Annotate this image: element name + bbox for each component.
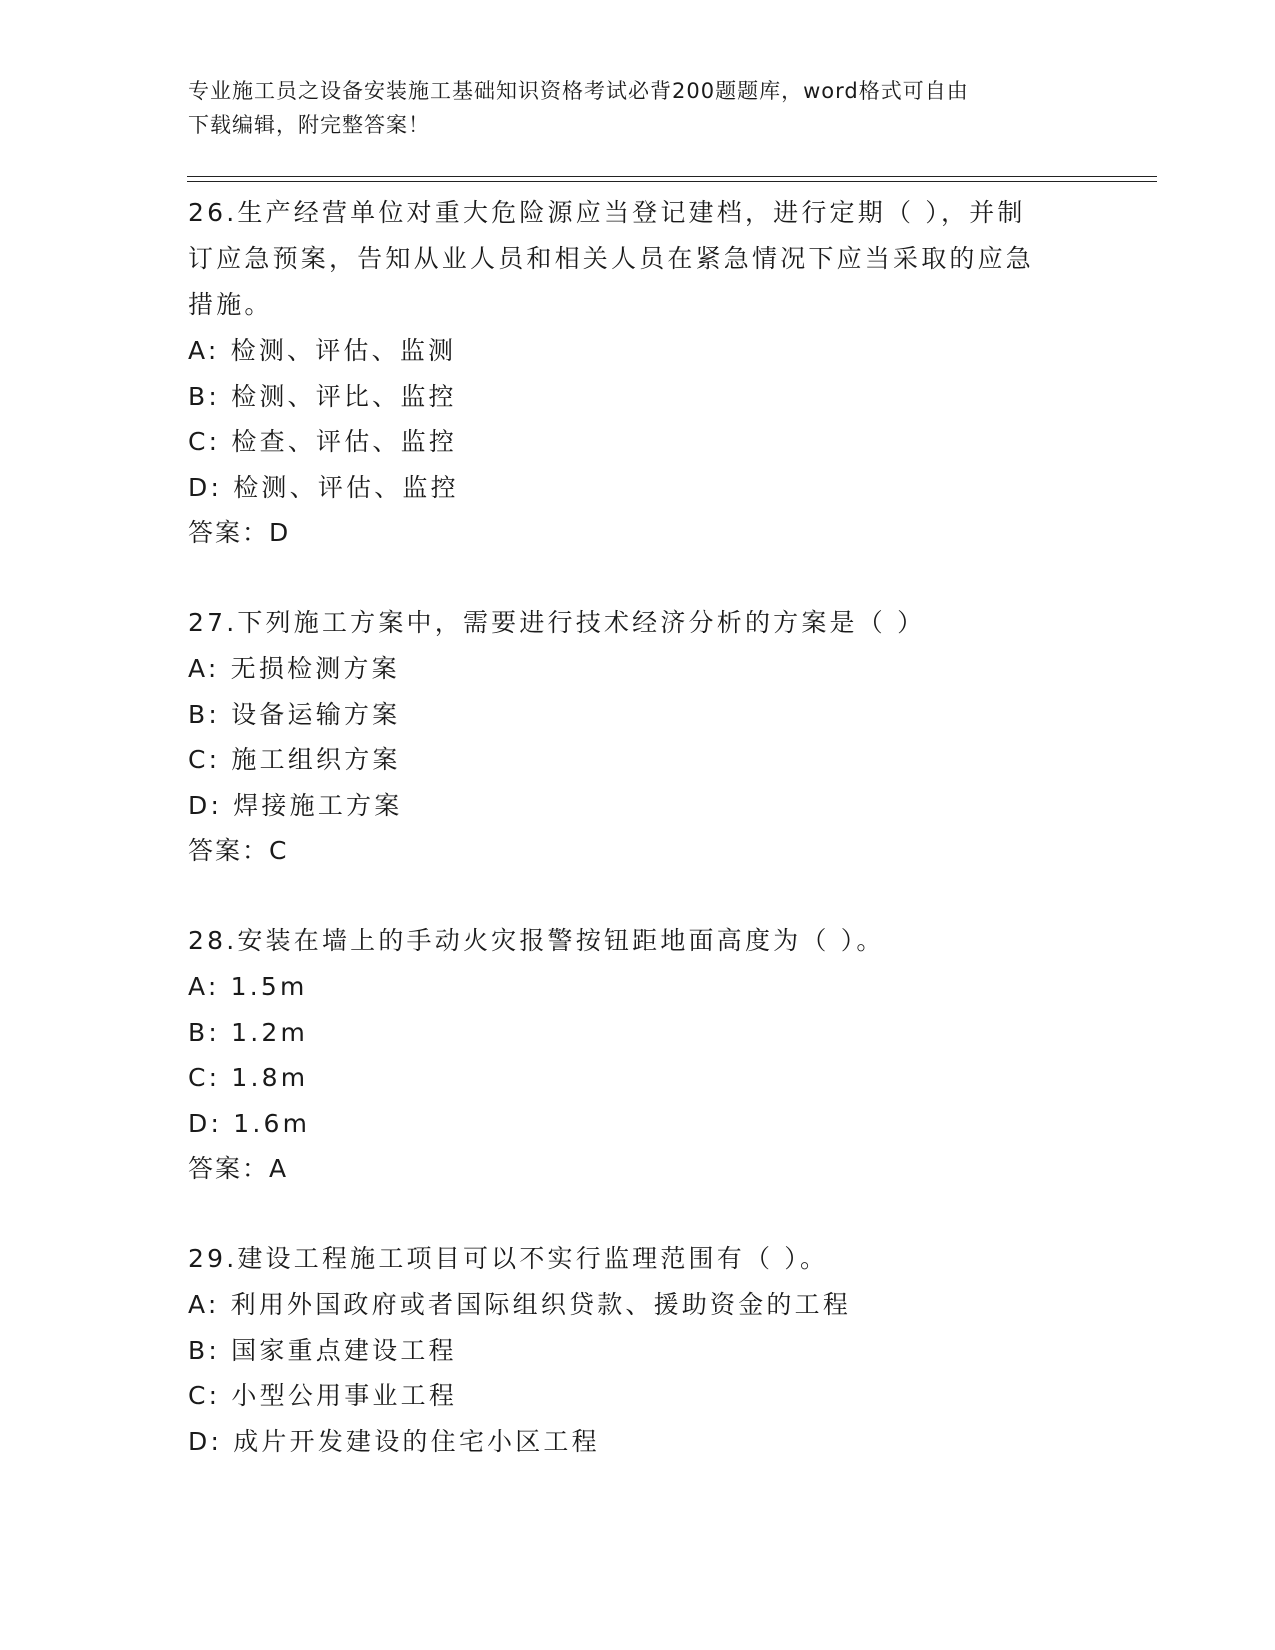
option-a: A: 利用外国政府或者国际组织贷款、援助资金的工程 bbox=[188, 1290, 852, 1319]
option-c: C: 施工组织方案 bbox=[188, 745, 401, 774]
header-title-line-2: 下载编辑，附完整答案！ bbox=[188, 113, 430, 137]
question-27 bbox=[188, 600, 1108, 874]
answer-label: 答案：D bbox=[188, 518, 291, 547]
question-stem: 28.安装在墙上的手动火灾报警按钮距地面高度为（ ）。 bbox=[188, 926, 885, 955]
option-c: C: 检查、评估、监控 bbox=[188, 427, 458, 456]
question-stem: 措施。 bbox=[188, 290, 273, 319]
option-d: D: 焊接施工方案 bbox=[188, 790, 403, 820]
option-a: A: 1.5m bbox=[188, 972, 308, 1001]
option-d: D: 1.6m bbox=[188, 1108, 311, 1138]
question-28 bbox=[188, 918, 1108, 1192]
option-b: B: 设备运输方案 bbox=[188, 699, 401, 729]
option-b: B: 1.2m bbox=[188, 1017, 309, 1047]
option-c: C: 1.8m bbox=[188, 1063, 309, 1092]
header-title-line-1: 专业施工员之设备安装施工基础知识资格考试必背200题题库，word格式可自由 bbox=[188, 79, 969, 103]
option-c: C: 小型公用事业工程 bbox=[188, 1381, 458, 1410]
option-b: B: 检测、评比、监控 bbox=[188, 381, 457, 411]
option-d: D: 检测、评估、监控 bbox=[188, 472, 459, 502]
document-header bbox=[188, 74, 1088, 142]
option-d: D: 成片开发建设的住宅小区工程 bbox=[188, 1426, 600, 1456]
answer-label: 答案：C bbox=[188, 836, 289, 865]
option-b: B: 国家重点建设工程 bbox=[188, 1335, 457, 1365]
divider-line-bottom bbox=[187, 181, 1157, 182]
question-list bbox=[188, 190, 1108, 1508]
question-29 bbox=[188, 1236, 1108, 1464]
question-stem: 订应急预案，告知从业人员和相关人员在紧急情况下应当采取的应急 bbox=[188, 244, 1035, 273]
question-stem: 26.生产经营单位对重大危险源应当登记建档，进行定期（ ），并制 bbox=[188, 198, 1026, 227]
divider-line-top bbox=[187, 176, 1157, 177]
answer-label: 答案：A bbox=[188, 1154, 289, 1183]
header-divider bbox=[187, 176, 1157, 182]
option-a: A: 无损检测方案 bbox=[188, 654, 400, 683]
question-stem: 29.建设工程施工项目可以不实行监理范围有（ ）。 bbox=[188, 1244, 829, 1273]
option-a: A: 检测、评估、监测 bbox=[188, 336, 457, 365]
question-stem: 27.下列施工方案中，需要进行技术经济分析的方案是（ ） bbox=[188, 608, 926, 637]
question-26 bbox=[188, 190, 1108, 556]
